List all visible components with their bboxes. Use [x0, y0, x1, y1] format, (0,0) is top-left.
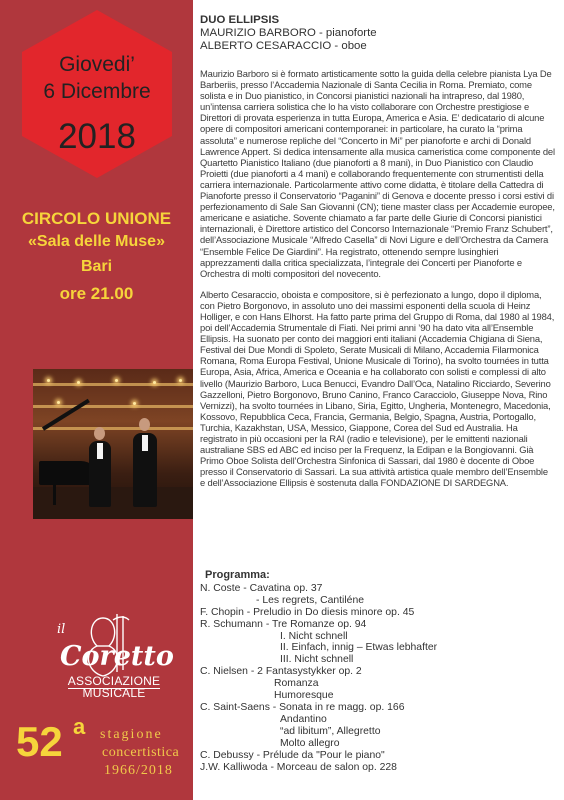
- main-content: [200, 14, 555, 488]
- program-line: J.W. Kalliwoda - Morceau de salon op. 228: [200, 761, 397, 773]
- oboist-head: [139, 418, 150, 431]
- program-line: Humoresque: [274, 690, 334, 702]
- season-number: 52: [16, 718, 63, 765]
- pianist-shirt: [97, 443, 103, 459]
- logo-name: Coretto: [60, 641, 174, 672]
- event-day: Giovedi’: [59, 53, 135, 76]
- theater-lamp: [77, 381, 80, 384]
- season-ordinal: a: [73, 714, 86, 739]
- season-label: stagione: [100, 727, 163, 742]
- event-date: 6 Dicembre: [43, 80, 151, 103]
- venue-city: Bari: [80, 258, 113, 275]
- program-line: C. Debussy - Prélude da "Pour le piano": [200, 749, 385, 761]
- theater-balcony: [33, 383, 193, 386]
- theater-lamp: [57, 401, 60, 404]
- performer-piano: MAURIZIO BARBORO - pianoforte: [200, 27, 377, 39]
- piano-leg: [53, 485, 56, 505]
- logo-assoc-line2: MUSICALE: [82, 686, 146, 700]
- pianist-head: [94, 427, 105, 440]
- venue-name: CIRCOLO UNIONE: [21, 209, 172, 228]
- theater-lamp: [179, 379, 182, 382]
- logo-prefix: il: [57, 622, 66, 637]
- program-line: Romanza: [274, 678, 319, 690]
- ensemble-title: DUO ELLIPSIS: [200, 14, 280, 26]
- stage-floor: [33, 487, 193, 519]
- program-line: “ad libitum”, Allegretto: [280, 725, 381, 737]
- program-line: F. Chopin - Preludio in Do diesis minore op. 45: [200, 606, 415, 618]
- season-years: 1966/2018: [104, 763, 173, 778]
- logo-association: [61, 675, 167, 699]
- program-line: C. Nielsen - 2 Fantasystykker op. 2: [200, 666, 362, 678]
- theater-lamp: [47, 379, 50, 382]
- biography-barboro: Maurizio Barboro si è formato artisticamente sotto la guida della celebre pianista Lya De Barberiis, presso l’Accademia Nazionale di Santa Cecilia in Roma. Premiato, come solista e in Duo pianistico, in Concorsi pianistici nazionali ha intrapreso, dal 1980, un’intensa carriera solistica che lo ha visto collaborare con Orchestre prestigiose e Direttori di provata esperienza in tutta Europa, America e Asia. E’ dedicatario di alcune opere di compositori americani contemporanei: in particolare, ha curato la “prima assoluta” e numerose repliche del “Concerto in Mi” per pianoforte e archi di Donald Lawrence Appert. Si dedica intensamente alla musica cameristica come componente del Quartetto Pianistico Italiano (due pianoforti a 8 mani), in Duo Pianistico con Claudio Proietti (due pianoforti a 4 mani) e collaborando frequentemente con strumentisti della carriera internazionale. Particolarmente attivo come didatta, è titolare della Cattedra di Pianoforte presso il Conservatorio “Paganini” di Genova e docente presso i corsi estivi di perfezionamento di Sale San Giovanni (CN); tiene master class per Accademie europee, americane e asiatiche. Sovente chiamato a far parte delle Giurie di Concorsi pianistici internazionali, è Direttore artistico del Concorso Internazionale “Premio Franz Schubert”, dell’Associazione Musicale “Alfredo Casella” di Novi Ligure e dell’Orchestra da Camera “Ensemble Felice De Giardini”. Ha registrato, ottenendo sempre lusinghieri apprezzamenti dalla critica specializzata, l’integrale dei Concerti per Pianoforte e Orchestra di molti compositori del novecento.: [200, 68, 555, 279]
- theater-balcony: [33, 427, 193, 430]
- program-line: I. Nicht schnell: [280, 630, 348, 642]
- performer-oboe: ALBERTO CESARACCIO - oboe: [200, 40, 367, 52]
- program-line: II. Einfach, innig – Etwas lebhafter: [280, 642, 438, 654]
- logo-assoc-line1: ASSOCIAZIONE: [67, 674, 161, 688]
- event-year: 2018: [58, 117, 136, 156]
- theater-lamp: [133, 402, 136, 405]
- season-type: concertistica: [102, 745, 180, 760]
- program-title: Programma:: [205, 569, 270, 581]
- program-line: Molto allegro: [280, 737, 340, 749]
- program-line: C. Saint-Saens - Sonata in re magg. op. 166: [200, 701, 405, 713]
- venue-hall: «Sala delle Muse»: [28, 233, 165, 250]
- theater-lamp: [115, 379, 118, 382]
- program-section: [200, 570, 555, 773]
- performers-photo: [33, 369, 193, 519]
- theater-lamp: [153, 381, 156, 384]
- theater-balcony: [33, 405, 193, 408]
- program-line: III. Nicht schnell: [280, 654, 354, 666]
- piano-lid: [42, 399, 90, 431]
- oboist-shirt: [142, 435, 148, 451]
- program-line: R. Schumann - Tre Romanze op. 94: [200, 618, 367, 630]
- program-line: - Les regrets, Cantiléne: [256, 594, 365, 606]
- program-line: Andantino: [280, 713, 327, 725]
- program-line: N. Coste - Cavatina op. 37: [200, 582, 323, 594]
- biography-cesaraccio: Alberto Cesaraccio, oboista e compositore, si è perfezionato a lungo, dopo il diploma, con Pietro Borgonovo, in assoluto uno dei massimi esponenti della scuola di Heinz Holliger, e con Hans Elhorst. Ha fatto parte prima del Gruppo di Roma, dal 1980 al 1984, poi dell’Accademia Strumentale di Fiati. Nei primi anni ’90 ha dato vita all’Ensemble Ellipsis. Ha suonato per conto dei maggiori enti italiani (Accademia Chigiana di Siena, Festival dei Due Mondi di Spoleto, Serate Musicali di Milano, Accademia Filarmonica Romana, Roma Europa Festival, Unione Musicale di Torino), ha svolto tournées in tutta Europa, Asia, Africa, America e Oceania e ha collaborato con solisti e complessi di alto livello (Maurizio Barboro, Luca Benucci, Evandro Dall’Oca, Natalino Ricciardo, Severino Gazzelloni, Pietro Borgonovo, Bruno Canino, Franco Caracciolo, Giuseppe Nova, Rino Vernizzi), ha svolto tournées in Libano, Siria, Egitto, Ungheria, Montenegro, Macedonia, Kossovo, Repubblica Ceca, Francia, Germania, Belgio, Spagna, Austria, Portogallo, Turchia, Kazakhstan, USA, Messico, Giappone, Corea del Sud ed Australia. Ha registrato in più occasioni per la RAI (radio e televisione), per le emittenti nazionali australiane SBS ed ABC ed inciso per la Frequenz, la Edipan e la Bongiovanni. Già Primo Oboe Solista dell’Orchestra Sinfonica di Sassari, dal 1980 è docente di Oboe presso il Conservatorio di Sassari. La sua attività artistica quale membro dell’Ensemble e dell’Associazione Ellipsis è sostenuta dalla FONDAZIONE DI SARDEGNA.: [200, 288, 555, 489]
- venue-time: ore 21.00: [59, 284, 134, 303]
